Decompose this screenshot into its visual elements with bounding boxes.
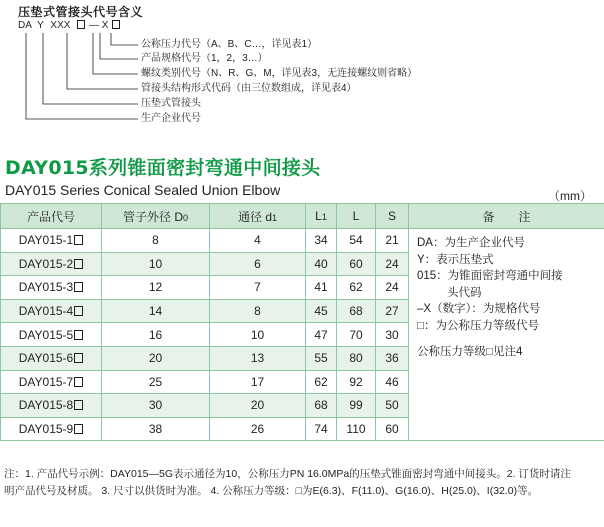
cell-code	[1, 252, 102, 276]
cell-l1: 68	[306, 394, 337, 418]
header-d1-sub: 1	[272, 212, 278, 223]
cell-s: 36	[376, 346, 409, 370]
header-d0	[102, 204, 210, 229]
cell-l1: 74	[306, 417, 337, 441]
cell-d1: 26	[210, 417, 306, 441]
code-meaning-heading: 压垫式管接头代号含义	[18, 5, 144, 19]
checkbox-placeholder	[74, 330, 83, 340]
remark-cell	[409, 229, 604, 441]
cell-code	[1, 229, 102, 253]
footnote	[4, 466, 602, 500]
cell-d0: 14	[102, 299, 210, 323]
cell-d0: 16	[102, 323, 210, 347]
table-header-row	[1, 204, 604, 229]
cell-s: 30	[376, 323, 409, 347]
cell-code-text: DAY015-8	[18, 398, 74, 413]
cell-d1: 10	[210, 323, 306, 347]
cell-d0: 20	[102, 346, 210, 370]
remark-gap	[417, 334, 596, 344]
cell-code	[1, 276, 102, 300]
cell-code	[1, 394, 102, 418]
cell-l1: 40	[306, 252, 337, 276]
cell-code	[1, 299, 102, 323]
cell-s: 50	[376, 394, 409, 418]
cell-code	[1, 417, 102, 441]
cell-code-text: DAY015-4	[18, 304, 74, 319]
cell-code	[1, 370, 102, 394]
cell-d1: 6	[210, 252, 306, 276]
checkbox-placeholder	[74, 259, 83, 269]
header-d0-label: 管子外径 D	[122, 209, 183, 224]
cell-code-text: DAY015-6	[18, 351, 74, 366]
cell-d1: 8	[210, 299, 306, 323]
cell-d1: 4	[210, 229, 306, 253]
checkbox-placeholder	[74, 400, 83, 410]
cell-d0: 10	[102, 252, 210, 276]
cell-s: 60	[376, 417, 409, 441]
cell-l: 54	[337, 229, 376, 253]
header-l1	[306, 204, 337, 229]
remark-line: –X（数字）：为规格代号	[417, 303, 541, 315]
legend-maker-code: 生产企业代号	[141, 113, 201, 124]
checkbox-placeholder	[74, 235, 83, 245]
cell-d0: 12	[102, 276, 210, 300]
remark-line: □：为公称压力等级代号	[417, 319, 539, 332]
unit-label: （mm）	[548, 189, 592, 203]
checkbox-placeholder	[74, 377, 83, 387]
cell-s: 46	[376, 370, 409, 394]
footnote-line-2: 明产品代号及材质。 3. 尺寸以供货时为准。 4. 公称压力等级：□为E(6.3)、F(11.0)、G(16.0)、H(25.0)、I(32.0)等。	[4, 485, 539, 497]
cell-l: 62	[337, 276, 376, 300]
product-title-cn: DAY015系列锥面密封弯通中间接头	[5, 157, 321, 179]
code-meaning-section	[0, 0, 604, 150]
cell-code-text: DAY015-9	[18, 422, 74, 437]
legend-structure-code: 管接头结构形式代码（由三位数组成，详见表4）	[141, 83, 357, 94]
cell-l: 110	[337, 417, 376, 441]
footnote-line-1: 注：1. 产品代号示例：DAY015—5G表示通径为10，公称压力PN 16.0MPa的压垫式锥面密封弯通中间接头。2. 订货时请注	[4, 468, 571, 480]
cell-code-text: DAY015-2	[18, 256, 74, 271]
header-d1	[210, 204, 306, 229]
cell-d1: 20	[210, 394, 306, 418]
spec-table	[0, 203, 604, 441]
cell-l1: 47	[306, 323, 337, 347]
cell-d0: 25	[102, 370, 210, 394]
checkbox-placeholder	[74, 306, 83, 316]
cell-d1: 7	[210, 276, 306, 300]
header-l1-label: L	[315, 209, 322, 223]
legend-type: 压垫式管接头	[141, 98, 201, 109]
cell-code-text: DAY015-5	[18, 327, 74, 342]
code-part-xxx: XXX	[50, 20, 71, 31]
code-part-y: Y	[37, 20, 44, 31]
checkbox-placeholder	[74, 353, 83, 363]
header-d0-sub: 0	[183, 212, 189, 223]
code-part-x: X	[101, 20, 109, 31]
cell-l: 99	[337, 394, 376, 418]
remark-line: 015：为锥面密封弯通中间接	[417, 270, 563, 282]
cell-s: 27	[376, 299, 409, 323]
cell-code-text: DAY015-1	[18, 233, 74, 248]
legend-pressure-code: 公称压力代号（A、B、C…，详见表1）	[141, 39, 318, 50]
checkbox-placeholder	[74, 424, 83, 434]
cell-d1: 13	[210, 346, 306, 370]
cell-s: 21	[376, 229, 409, 253]
cell-code-text: DAY015-3	[18, 280, 74, 295]
cell-l1: 62	[306, 370, 337, 394]
cell-l: 80	[337, 346, 376, 370]
cell-l: 92	[337, 370, 376, 394]
cell-d0: 38	[102, 417, 210, 441]
cell-d0: 8	[102, 229, 210, 253]
remark-line: Y：表示压垫式	[417, 253, 494, 266]
cell-s: 24	[376, 252, 409, 276]
header-remark: 备 注	[409, 204, 604, 229]
cell-code	[1, 346, 102, 370]
header-d1-label: 通径 d	[237, 209, 272, 224]
remark-line: DA：为生产企业代号	[417, 237, 525, 249]
cell-code-text: DAY015-7	[18, 374, 74, 389]
cell-code	[1, 323, 102, 347]
header-l1-sub: 1	[321, 212, 327, 222]
cell-l1: 41	[306, 276, 337, 300]
product-title-en: DAY015 Series Conical Sealed Union Elbow	[5, 182, 281, 198]
header-code: 产品代号	[1, 204, 102, 229]
cell-l: 60	[337, 252, 376, 276]
table-row	[1, 229, 604, 253]
legend-spec-code: 产品规格代号（1，2，3…）	[141, 53, 268, 64]
checkbox-placeholder	[74, 282, 83, 292]
header-s: S	[376, 204, 409, 229]
legend-thread-code: 螺纹类别代号（N、R、G、M，详见表3，无连接螺纹则省略）	[141, 68, 418, 79]
cell-l1: 55	[306, 346, 337, 370]
cell-s: 24	[376, 276, 409, 300]
code-part-dash: —	[88, 20, 99, 31]
remark-line: 公称压力等级□见注4	[417, 346, 523, 358]
code-part-da: DA	[18, 20, 32, 31]
cell-d1: 17	[210, 370, 306, 394]
cell-l1: 45	[306, 299, 337, 323]
cell-d0: 30	[102, 394, 210, 418]
cell-l1: 34	[306, 229, 337, 253]
cell-l: 68	[337, 299, 376, 323]
cell-l: 70	[337, 323, 376, 347]
header-l: L	[337, 204, 376, 229]
remark-line: 头代码	[447, 286, 482, 299]
